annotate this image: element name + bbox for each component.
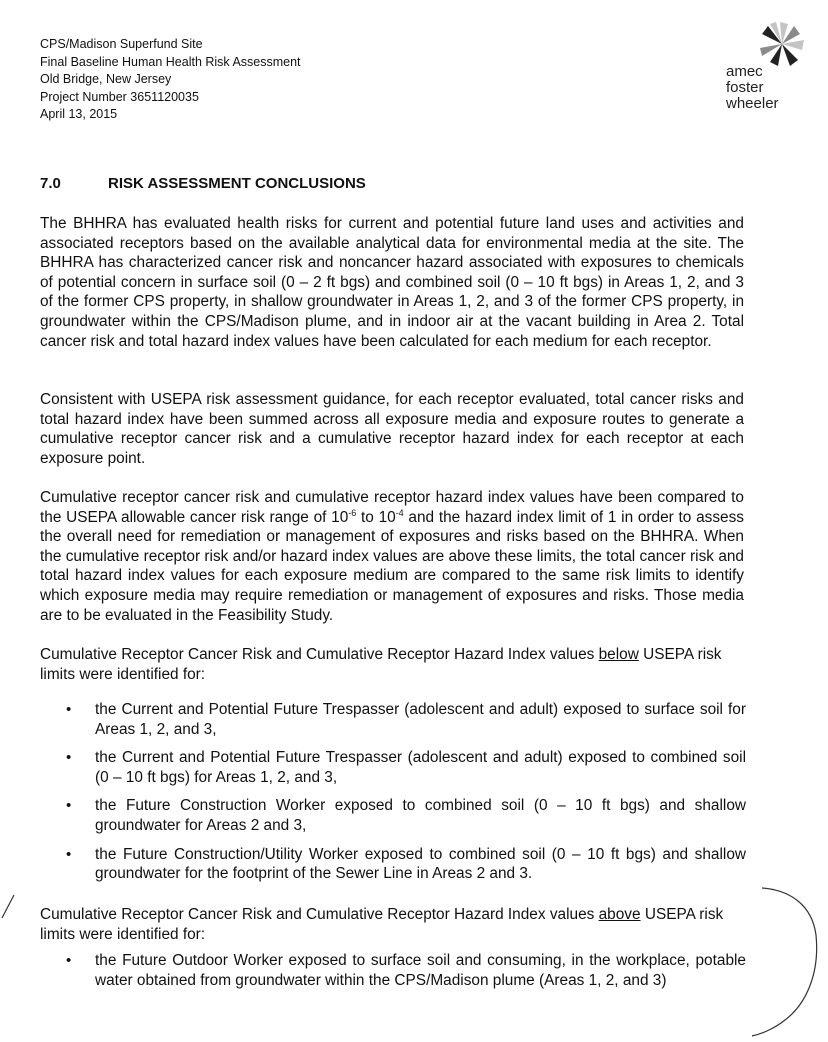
list-item-text: the Current and Potential Future Trespasser (adolescent and adult) exposed to surface soil for Areas 1, 2, and 3, bbox=[95, 701, 746, 738]
logo-word-amec: amec bbox=[726, 63, 763, 80]
paragraph-risk-comparison-part1: Cumulative receptor cancer risk and cumulative receptor hazard index values have been compared to the USEPA allowable cancer risk range of 10 bbox=[40, 489, 744, 526]
below-intro-part2: USEPA risk limits were identified for: bbox=[40, 646, 722, 683]
document-header bbox=[40, 36, 301, 124]
header-document-title: Final Baseline Human Health Risk Assessment bbox=[40, 54, 301, 69]
list-item-text: the Current and Potential Future Trespasser (adolescent and adult) exposed to combined soil (0 – 10 ft bgs) for Areas 1, 2, and 3, bbox=[95, 749, 746, 786]
paragraph-evaluation-summary: The BHHRA has evaluated health risks for current and potential future land uses and activities and associated receptors based on the available analytical data for environmental media at the site. The BHHRA has characterized cancer risk and noncancer hazard associated with exposures to chemicals of potential concern in surface soil (0 – 2 ft bgs) and combined soil (0 – 10 ft bgs) in Areas 1, 2, and 3 of the former CPS property, in shallow groundwater in Areas 1, 2, and 3 of the former CPS property, in groundwater within the CPS/Madison plume, and in indoor air at the vacant building in Area 2. Total cancer risk and total hazard index values have been calculated for each medium for each receptor. bbox=[40, 215, 744, 350]
list-item bbox=[40, 796, 746, 835]
below-emphasis: below bbox=[598, 646, 639, 663]
bullet-icon: • bbox=[66, 845, 72, 863]
bullet-icon: • bbox=[66, 952, 72, 969]
bullet-icon: • bbox=[66, 797, 72, 815]
list-item bbox=[40, 845, 746, 884]
paragraph-risk-comparison bbox=[40, 488, 744, 625]
paragraph-above-limits-intro bbox=[40, 905, 744, 944]
exponent-minus-4: -4 bbox=[395, 507, 404, 518]
section-heading bbox=[40, 175, 366, 192]
paragraph-below-limits-intro bbox=[40, 645, 744, 684]
list-below-limits bbox=[40, 700, 746, 893]
header-project-number: Project Number 3651120035 bbox=[40, 89, 199, 104]
header-site-name: CPS/Madison Superfund Site bbox=[40, 37, 203, 51]
list-item-text: the Future Outdoor Worker exposed to surface soil and consuming, in the workplace, potable water obtained from groundwater within the CPS/Madison plume (Areas 1, 2, and 3) bbox=[95, 952, 746, 989]
header-location: Old Bridge, New Jersey bbox=[40, 72, 172, 86]
above-intro-part2: USEPA risk limits were identified for: bbox=[40, 906, 724, 943]
header-date: April 13, 2015 bbox=[40, 107, 118, 121]
list-item bbox=[40, 748, 746, 787]
exponent-minus-6: -6 bbox=[348, 507, 357, 518]
paragraph-risk-comparison-part3: and the hazard index limit of 1 in order to assess the overall need for remediation or management of exposures and risks based on the BHHRA. When the cumulative receptor risk and/or hazard index values are above these limits, the total cancer risk and total hazard index values for each exposure medium are compared to the same risk limits to identify which exposure media may require remediation or management of exposures and risks. Those media are to be evaluated in the Feasibility Study. bbox=[40, 508, 744, 624]
list-item bbox=[40, 951, 746, 990]
logo-pinwheel-icon bbox=[758, 20, 806, 68]
list-item-text: the Future Construction Worker exposed to combined soil (0 – 10 ft bgs) and shallow groundwater for Areas 2 and 3, bbox=[95, 797, 746, 834]
bullet-icon: • bbox=[66, 701, 72, 718]
logo-word-wheeler: wheeler bbox=[726, 95, 779, 112]
logo-wordmark bbox=[726, 64, 779, 112]
list-item bbox=[40, 700, 746, 739]
margin-bracket-stroke bbox=[752, 888, 817, 1036]
bullet-icon: • bbox=[66, 749, 72, 767]
list-above-limits bbox=[40, 951, 746, 999]
company-logo bbox=[726, 20, 806, 120]
list-item-text: the Future Construction/Utility Worker exposed to combined soil (0 – 10 ft bgs) and shallow groundwater for the footprint of the Sewer Line in Areas 2 and 3. bbox=[95, 845, 746, 883]
section-title: RISK ASSESSMENT CONCLUSIONS bbox=[108, 175, 366, 192]
section-number: 7.0 bbox=[40, 175, 61, 192]
above-intro-part1: Cumulative Receptor Cancer Risk and Cumulative Receptor Hazard Index values bbox=[40, 906, 599, 923]
below-intro-part1: Cumulative Receptor Cancer Risk and Cumulative Receptor Hazard Index values bbox=[40, 646, 599, 663]
margin-pen-stroke bbox=[2, 895, 14, 918]
paragraph-risk-comparison-part2: to 10 bbox=[356, 508, 396, 526]
logo-word-foster: foster bbox=[726, 79, 764, 96]
above-emphasis: above bbox=[598, 906, 641, 923]
paragraph-usepa-guidance: Consistent with USEPA risk assessment guidance, for each receptor evaluated, total cancer risks and total hazard index have been summed across all exposure media and exposure routes to generate a cumulative receptor cancer risk and a cumulative receptor hazard index for each receptor at each exposure point. bbox=[40, 391, 744, 467]
